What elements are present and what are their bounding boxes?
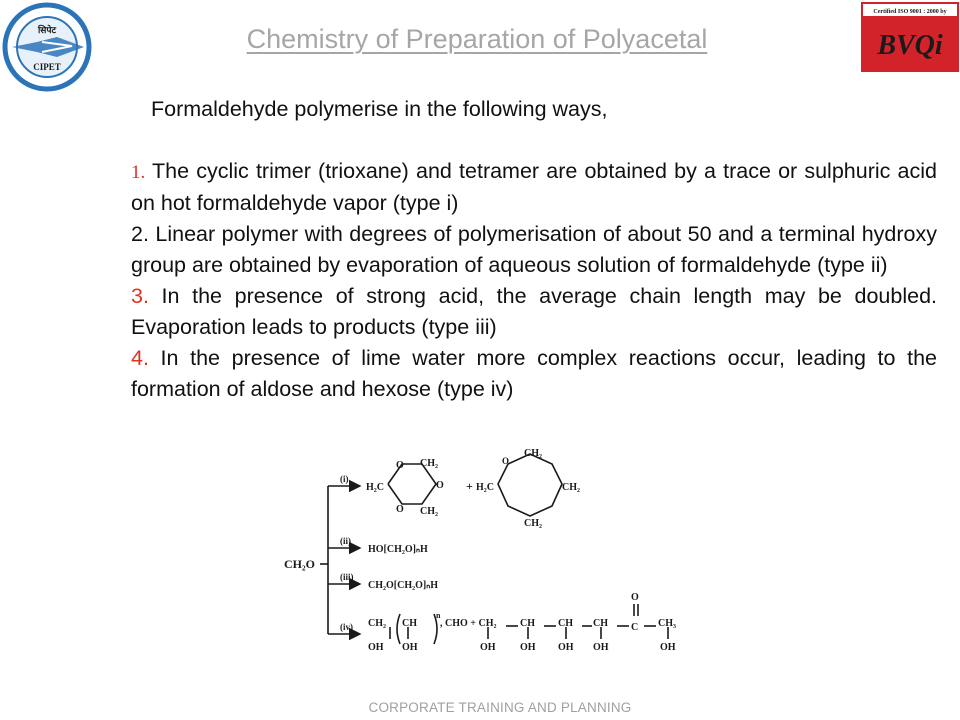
- product-ii: HO[CH₂O]ₙH: [368, 544, 428, 555]
- slide-title: Chemistry of Preparation of Polyacetal: [246, 24, 708, 54]
- product-iv-c: C: [631, 622, 639, 633]
- product-iv-ch-b: CH: [558, 618, 573, 629]
- product-iv-n: n: [436, 611, 441, 620]
- footer-text: CORPORATE TRAINING AND PLANNING: [368, 700, 632, 715]
- tetramer-right: CH₂: [562, 482, 580, 493]
- reactant-label: CH₂O: [284, 557, 315, 571]
- product-iv-ch-a: CH: [520, 618, 535, 629]
- trimer-ch2b: CH₂: [420, 506, 438, 517]
- logo-cipet-text: CIPET: [33, 62, 61, 72]
- trimer-o2: O: [436, 480, 444, 491]
- item-text: The cyclic trimer (trioxane) and tetramer are obtained by a trace or sulphuric acid on hot formaldehyde vapor (type i): [131, 159, 937, 215]
- product-iv-oh6: OH: [593, 642, 609, 653]
- logo-hindi-text: सिपेट: [37, 25, 57, 35]
- item-number: 2.: [131, 222, 149, 246]
- intro-text: Formaldehyde polymerise in the following ways,: [151, 97, 608, 121]
- product-iv-oh1: OH: [368, 642, 384, 653]
- product-iv-ch2: CH₂: [368, 618, 386, 629]
- item-number: 1.: [131, 162, 146, 183]
- list-item: [131, 343, 937, 405]
- item-text: Linear polymer with degrees of polymerisation of about 50 and a terminal hydroxy group are obtained by evaporation of aqueous solution of formaldehyde (type ii): [131, 222, 937, 277]
- product-iv-ch3: CH₃: [658, 618, 676, 629]
- list-item: [131, 281, 937, 343]
- path-label-iv: (iv): [340, 622, 353, 632]
- list-item: [131, 156, 937, 219]
- product-iii: CH₂O[CH₂O]ₙH: [368, 580, 438, 591]
- tetramer-top: CH₂: [524, 448, 542, 459]
- path-label-iii: (iii): [340, 572, 354, 582]
- product-iv-ch: CH: [402, 618, 417, 629]
- item-text: In the presence of strong acid, the average chain length may be doubled. Evaporation leads to products (type iii): [131, 284, 937, 339]
- trimer-o1: O: [396, 460, 404, 471]
- product-iv-cho: , CHO + CH₂: [440, 618, 497, 629]
- points-list: [131, 156, 937, 405]
- product-iv-ch-c: CH: [593, 618, 608, 629]
- path-label-ii: (ii): [340, 536, 351, 546]
- item-text: In the presence of lime water more complex reactions occur, leading to the formation of aldose and hexose (type iv): [131, 346, 937, 401]
- trimer-ch2a: CH₂: [420, 458, 438, 469]
- trimer-h2c: H₂C: [366, 482, 384, 493]
- item-number: 3.: [131, 284, 149, 308]
- product-iv-oh5: OH: [558, 642, 574, 653]
- product-iv-oh2: OH: [402, 642, 418, 653]
- logo-brand-text: BVQi: [877, 30, 943, 61]
- product-iv-oh4: OH: [520, 642, 536, 653]
- product-iv-oh3: OH: [480, 642, 496, 653]
- item-number: 4.: [131, 346, 149, 370]
- path-label-i: (i): [340, 474, 349, 484]
- product-iv-o: O: [631, 592, 639, 603]
- plus-sign: +: [466, 479, 473, 493]
- list-item: [131, 219, 937, 281]
- tetramer-bottom: CH₂: [524, 518, 542, 529]
- trimer-o3: O: [396, 504, 404, 515]
- tetramer-o: O: [502, 456, 510, 466]
- tetramer-left: H₂C: [476, 482, 494, 493]
- logo-cert-text: Certified ISO 9001 : 2000 by: [873, 9, 947, 15]
- product-iv-oh7: OH: [660, 642, 676, 653]
- reaction-diagram: [280, 444, 700, 664]
